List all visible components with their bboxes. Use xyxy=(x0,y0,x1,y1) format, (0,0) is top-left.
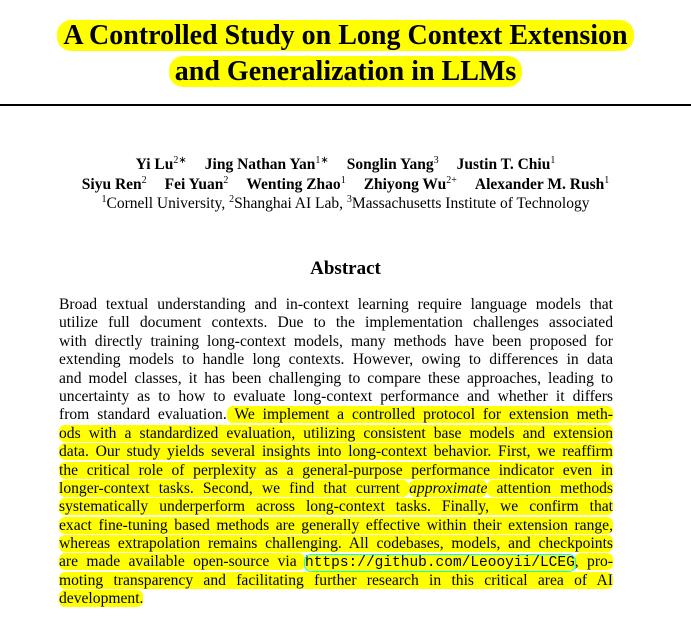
author-affiliation-mark: 2 xyxy=(141,175,147,186)
highlighted-text: are made available open-source via xyxy=(59,553,306,571)
author-name: Wenting Zhao xyxy=(246,176,341,194)
highlighted-text: the critical role of perplexity as a general-purpose performance indicator even in xyxy=(59,461,613,479)
affiliation-mark: 3 xyxy=(346,194,352,205)
author-name: Yi Lu xyxy=(135,156,174,174)
paper-title-line-2: and Generalization in LLMs xyxy=(0,54,691,90)
highlighted-text: approximate xyxy=(409,479,488,497)
abstract-text: utilize full document contexts. Due to the implementation challenges associated xyxy=(59,314,613,332)
abstract-line xyxy=(59,425,613,443)
highlighted-text: exact fine-tuning based methods are generally effective within their extension range, xyxy=(59,516,613,534)
author-affiliation-mark: 1 xyxy=(604,175,610,186)
abstract-line xyxy=(59,296,613,314)
author xyxy=(205,156,329,173)
abstract-line xyxy=(59,333,613,351)
affiliation-name: Cornell University, xyxy=(106,195,230,213)
abstract-line xyxy=(59,535,613,553)
abstract-line xyxy=(59,517,613,535)
highlighted-text: moting transparency and facilitating further research in this critical area of AI xyxy=(59,571,613,589)
author-name: Alexander M. Rush xyxy=(474,176,605,194)
github-link[interactable]: https://github.com/Leooyii/LCEG xyxy=(305,555,575,572)
author xyxy=(136,156,187,173)
highlighted-text: We implement a controlled protocol for extension meth- xyxy=(226,406,613,424)
highlighted-text: systematically underperform across long-context tasks. Finally, we confirm that xyxy=(59,498,613,516)
highlighted-text: data. Our study yields several insights into long-context behavior. First, we reaffirm xyxy=(59,443,613,461)
affiliation-name: Massachusetts Institute of Technology xyxy=(351,195,590,213)
abstract-line xyxy=(59,406,613,424)
paper-title-line-1: A Controlled Study on Long Context Extension xyxy=(0,18,691,54)
affiliation-mark: 1 xyxy=(101,194,107,205)
author-affiliation-mark: 2 xyxy=(223,175,229,186)
author-name: Fei Yuan xyxy=(164,176,224,194)
highlighted-text: development. xyxy=(59,590,144,608)
abstract-line xyxy=(59,314,613,332)
highlighted-text: longer-context tasks. Second, we find that current xyxy=(59,479,410,497)
abstract-line xyxy=(59,590,613,608)
abstract-line xyxy=(59,572,613,590)
highlighted-text: whereas extrapolation remains challenging. All codebases, models, and checkpoints xyxy=(59,535,613,553)
highlighted-text: ods with a standardized evaluation, utilizing consistent base models and extension xyxy=(59,424,613,442)
author xyxy=(347,156,439,173)
abstract-text: extending models to handle long contexts. However, owing to differences in data xyxy=(59,351,613,369)
abstract-body xyxy=(59,296,613,609)
abstract-line xyxy=(59,351,613,369)
author-name: Justin T. Chiu xyxy=(456,156,551,174)
title-rule xyxy=(0,104,691,106)
highlighted-text: , pro- xyxy=(574,553,613,571)
abstract-line xyxy=(59,388,613,406)
author-affiliation-mark: 2∗ xyxy=(173,155,187,166)
highlighted-text: attention methods xyxy=(487,479,614,497)
author-name: Siyu Ren xyxy=(81,176,142,194)
author-row-1 xyxy=(0,152,691,174)
affiliation-name: Shanghai AI Lab, xyxy=(234,195,347,213)
abstract-text: with directly training long-context models, many methods have been proposed for xyxy=(59,332,613,350)
author-name: Jing Nathan Yan xyxy=(204,156,316,174)
abstract-line xyxy=(59,553,613,571)
author-name: Songlin Yang xyxy=(346,156,434,174)
author-affiliation-mark: 1 xyxy=(550,155,556,166)
abstract-line xyxy=(59,462,613,480)
abstract-line xyxy=(59,370,613,388)
author-affiliation-mark: 2+ xyxy=(446,175,457,186)
author-name: Zhiyong Wu xyxy=(363,176,447,194)
author-affiliation-mark: 3 xyxy=(433,155,439,166)
abstract-heading: Abstract xyxy=(310,258,381,279)
abstract-line xyxy=(59,498,613,516)
abstract-text: from standard evaluation. xyxy=(59,406,227,424)
affiliation-mark: 2 xyxy=(229,194,235,205)
abstract-line xyxy=(59,443,613,461)
author xyxy=(457,156,556,173)
abstract-text: Broad textual understanding and in-context learning require language models that xyxy=(59,296,613,313)
abstract-line xyxy=(59,480,613,498)
author-affiliation-mark: 1∗ xyxy=(315,155,329,166)
abstract-text: and model classes, it has been challenging to compare these approaches, leading to xyxy=(59,369,613,387)
affiliations xyxy=(0,191,691,213)
author-affiliation-mark: 1 xyxy=(340,175,346,186)
abstract-text: uncertainty as to how to evaluate long-context performance and whether it differs xyxy=(59,387,613,405)
